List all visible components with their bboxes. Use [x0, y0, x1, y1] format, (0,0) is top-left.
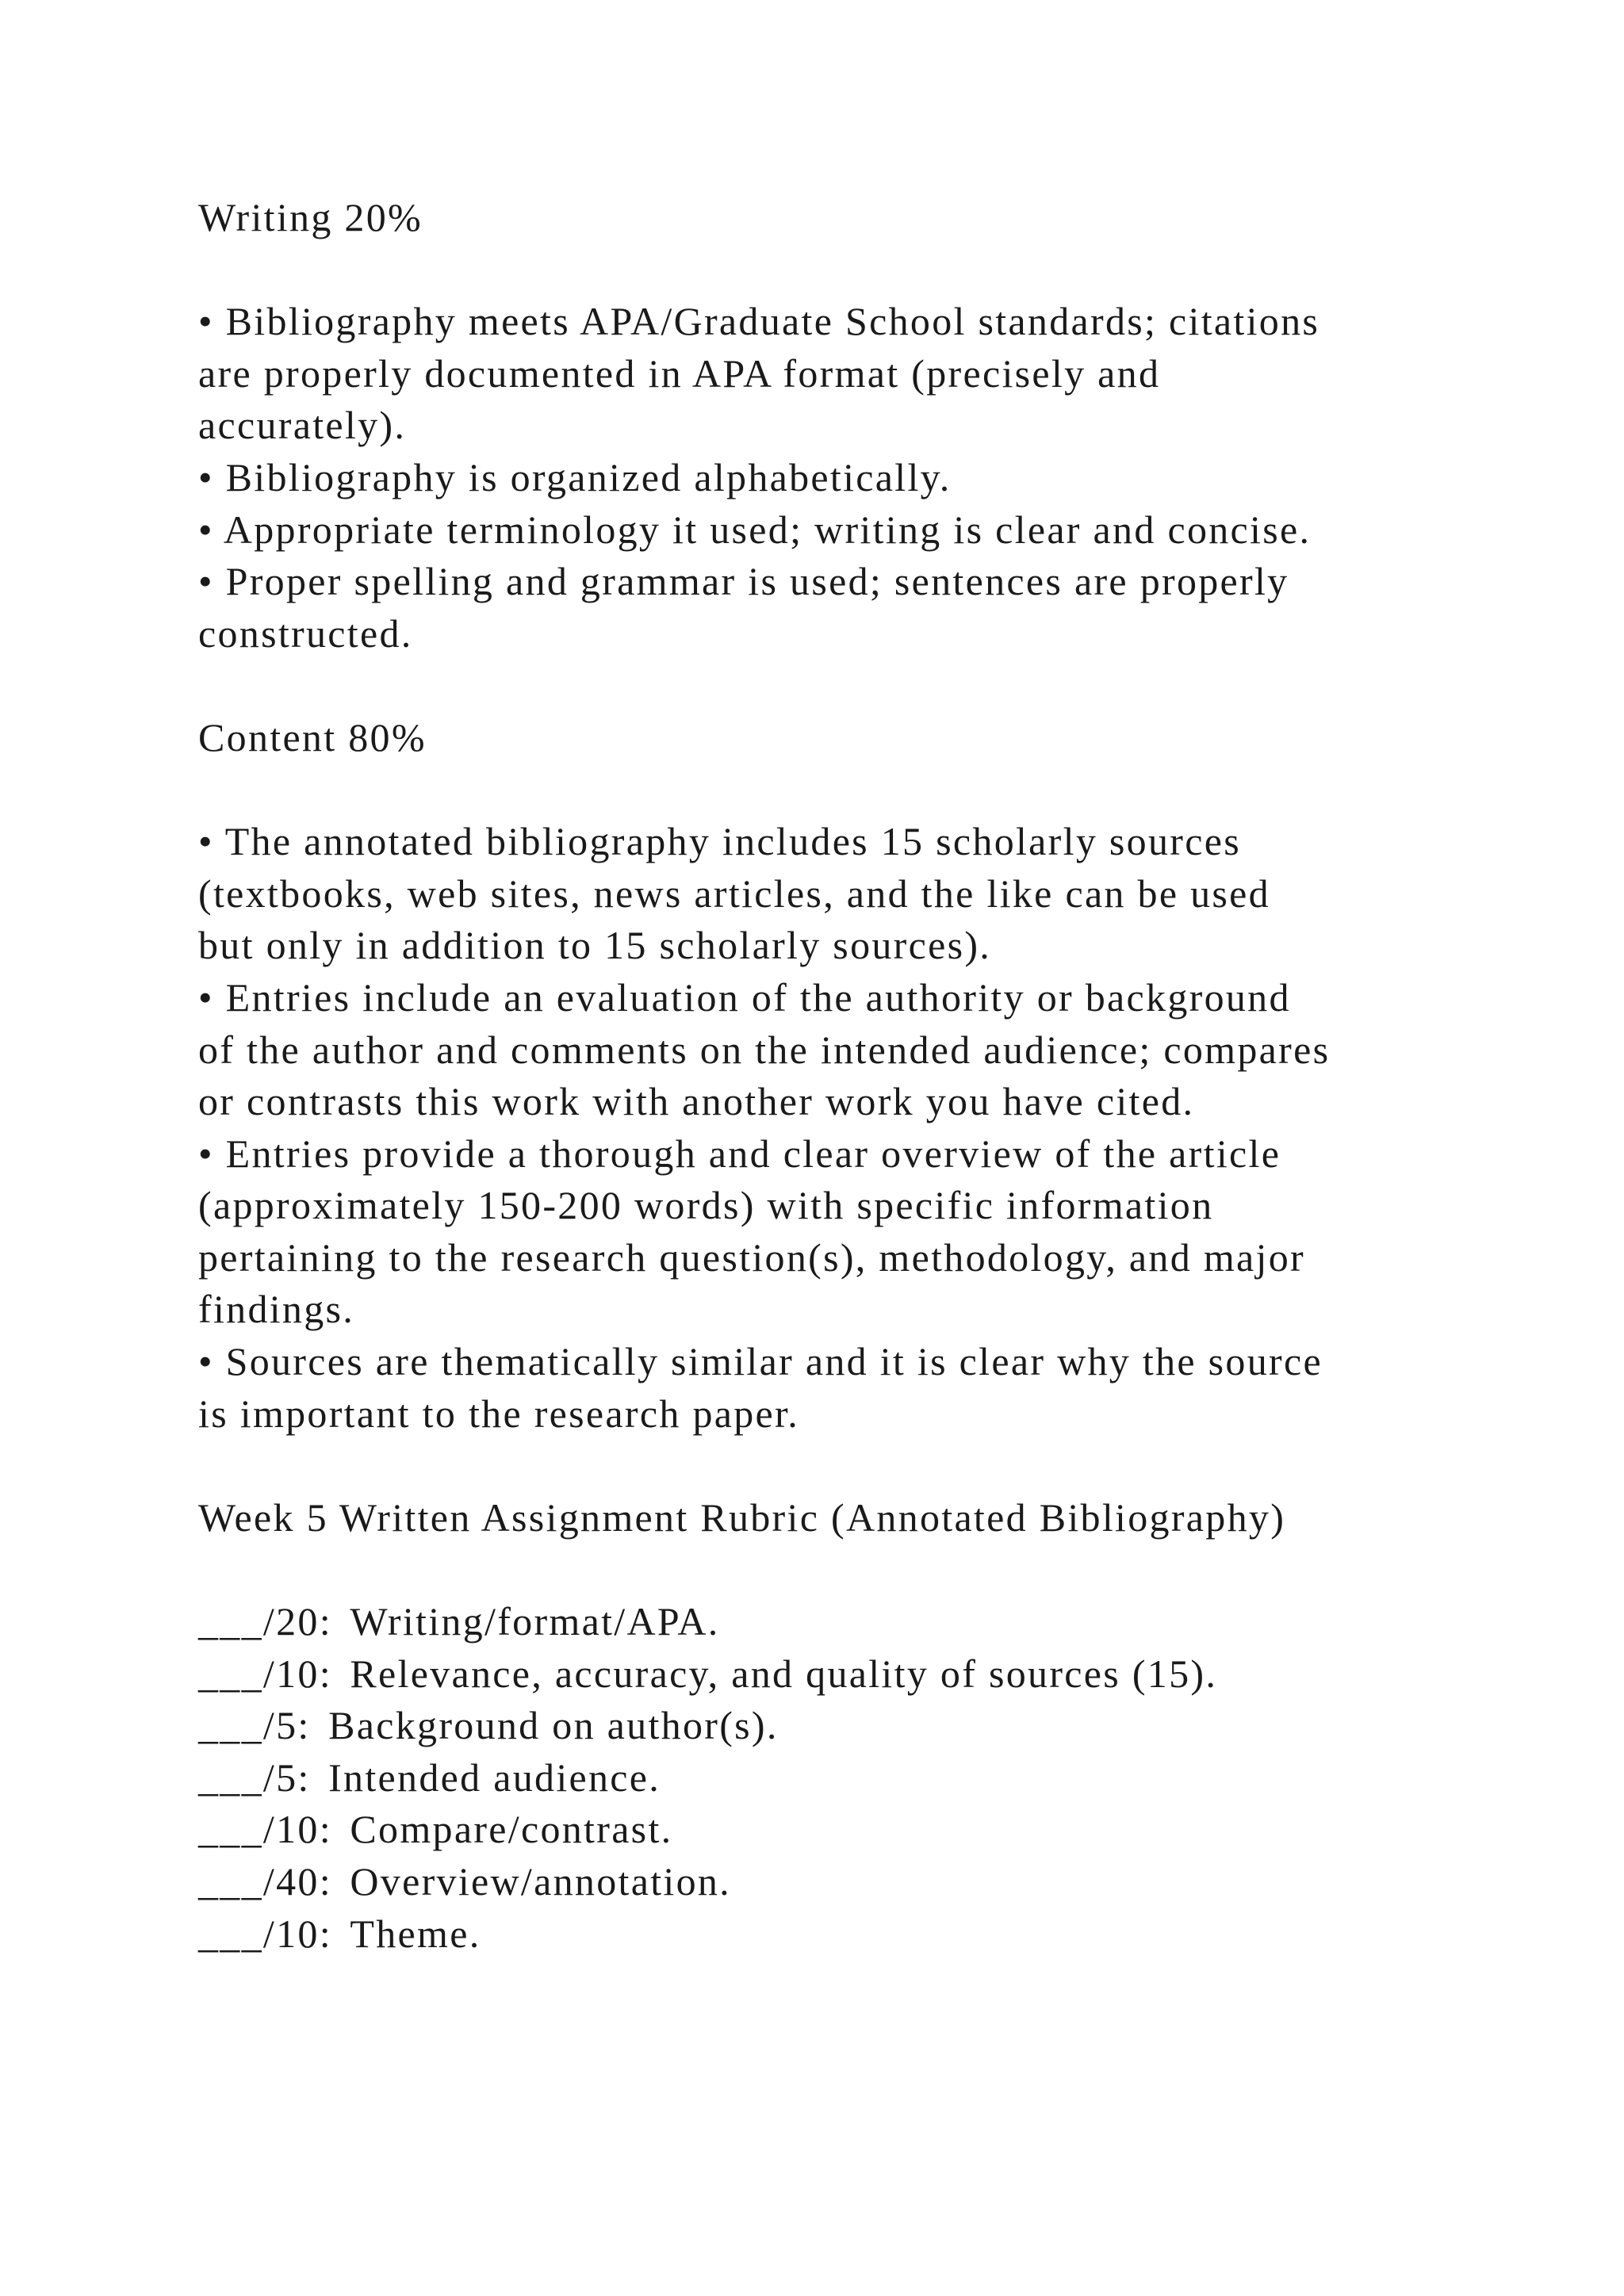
rubric-score: ___/20: — [198, 1599, 332, 1644]
writing-line: • Bibliography is organized alphabetically. — [198, 454, 952, 499]
rubric-label: Background on author(s). — [328, 1703, 779, 1748]
rubric-score: ___/10: — [198, 1651, 332, 1696]
writing-line: • Bibliography meets APA/Graduate School standards; citations — [198, 299, 1320, 344]
writing-line: accurately). — [198, 403, 407, 448]
rubric-list — [198, 1596, 1499, 1960]
content-line: • Entries include an evaluation of the authority or background — [198, 974, 1291, 1020]
content-line: is important to the research paper. — [198, 1391, 800, 1436]
spacer — [198, 1440, 1499, 1492]
rubric-label: Compare/contrast. — [350, 1807, 673, 1852]
content-line: (approximately 150-200 words) with specific information — [198, 1183, 1214, 1228]
rubric-score: ___/10: — [198, 1911, 332, 1956]
rubric-title: Week 5 Written Assignment Rubric (Annotated Bibliography) — [198, 1494, 1286, 1540]
writing-line: • Proper spelling and grammar is used; sentences are properly — [198, 559, 1289, 604]
rubric-item — [198, 1908, 1499, 1961]
rubric-item — [198, 1856, 1499, 1908]
content-line: • Sources are thematically similar and it is clear why the source — [198, 1339, 1323, 1384]
rubric-label: Intended audience. — [328, 1755, 661, 1800]
rubric-label: Relevance, accuracy, and quality of sources (15). — [350, 1651, 1218, 1696]
rubric-label: Theme. — [350, 1911, 481, 1956]
writing-line: constructed. — [198, 610, 413, 656]
content-criteria — [198, 816, 1499, 1440]
content-heading: Content 80% — [198, 714, 427, 760]
rubric-score: ___/10: — [198, 1807, 332, 1852]
rubric-score: ___/5: — [198, 1703, 311, 1748]
writing-line: are properly documented in APA format (precisely and — [198, 350, 1161, 396]
content-line: (textbooks, web sites, news articles, and the like can be used — [198, 871, 1270, 916]
spacer — [198, 244, 1499, 297]
rubric-score: ___/5: — [198, 1755, 311, 1800]
writing-criteria — [198, 296, 1499, 660]
content-line: • The annotated bibliography includes 15 scholarly sources — [198, 819, 1241, 864]
rubric-item — [198, 1648, 1499, 1701]
document-body — [198, 192, 1499, 1960]
content-line: findings. — [198, 1287, 355, 1332]
content-line: but only in addition to 15 scholarly sources). — [198, 923, 992, 968]
spacer — [198, 764, 1499, 817]
rubric-item — [198, 1752, 1499, 1804]
rubric-label: Writing/format/APA. — [350, 1599, 720, 1644]
content-line: or contrasts this work with another work you have cited. — [198, 1079, 1195, 1124]
rubric-score: ___/40: — [198, 1859, 332, 1904]
content-line: of the author and comments on the intended audience; compares — [198, 1027, 1331, 1072]
rubric-label: Overview/annotation. — [350, 1859, 731, 1904]
spacer — [198, 1544, 1499, 1596]
rubric-item — [198, 1804, 1499, 1856]
content-line: pertaining to the research question(s), methodology, and major — [198, 1234, 1305, 1280]
rubric-item — [198, 1596, 1499, 1648]
rubric-item — [198, 1700, 1499, 1752]
writing-heading: Writing 20% — [198, 195, 423, 239]
spacer — [198, 660, 1499, 712]
content-line: • Entries provide a thorough and clear overview of the article — [198, 1131, 1281, 1176]
writing-line: • Appropriate terminology it used; writing is clear and concise. — [198, 507, 1312, 552]
